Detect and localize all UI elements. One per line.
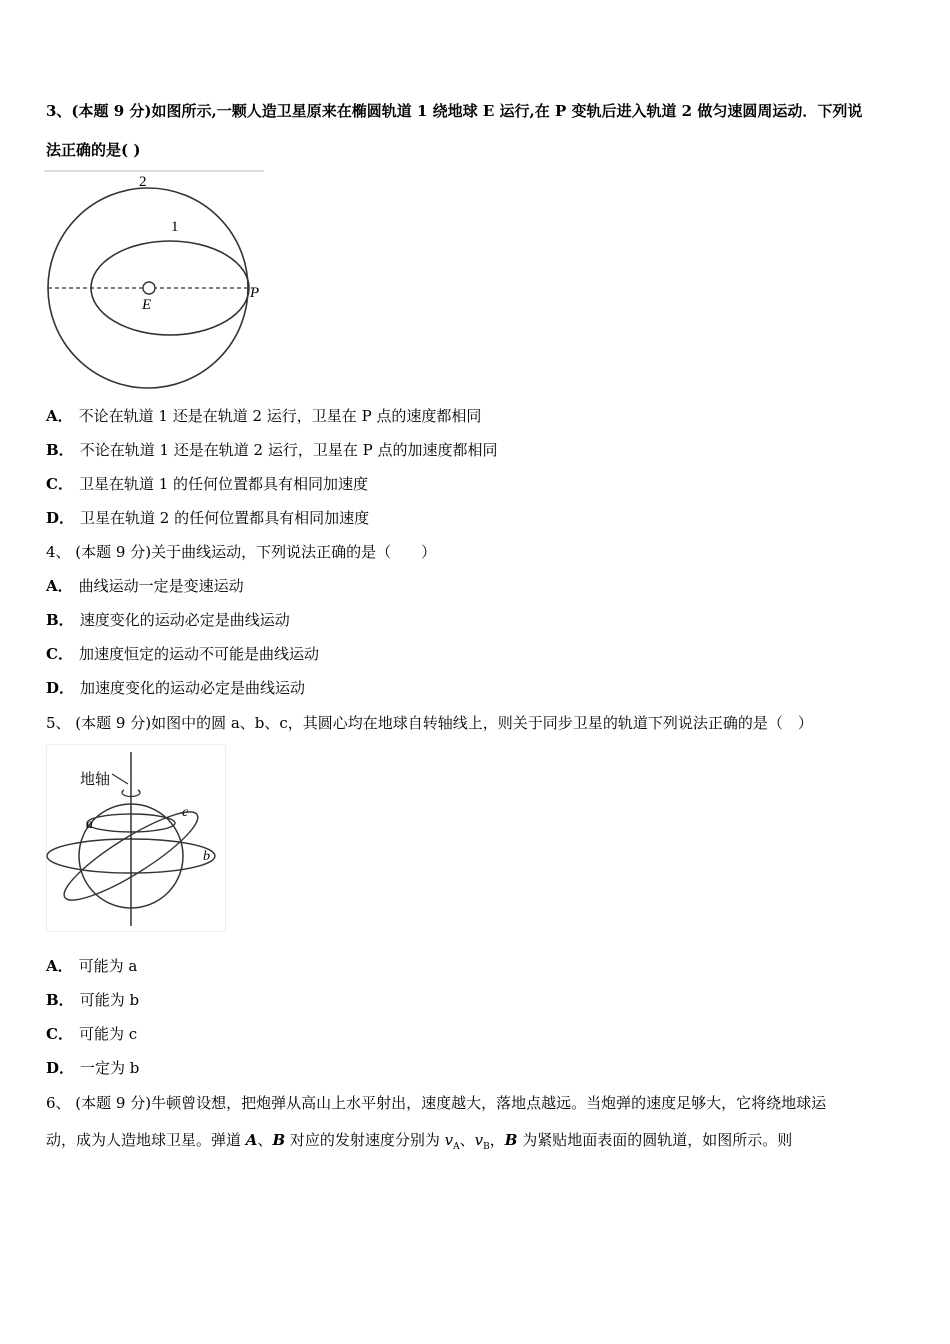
orbit-a-label: a — [86, 817, 93, 832]
q3-option-c[interactable]: C． 卫星在轨道 1 的任何位置都具有相同加速度 — [46, 475, 369, 493]
earth-circle — [143, 282, 155, 294]
q3-option-a[interactable]: A． 不论在轨道 1 还是在轨道 2 运行，卫星在 P 点的速度都相同 — [46, 407, 482, 425]
question-6-stem-line1: 6、 (本题 9 分)牛顿曾设想，把炮弹从高山上水平射出，速度越大，落地点越远。当炮弹的速度足够大，它将绕地球运 — [46, 1094, 827, 1112]
q4-option-d[interactable]: D． 加速度变化的运动必定是曲线运动 — [46, 679, 306, 697]
question-6-stem-line2: 动，成为人造地球卫星。弹道 A、B 对应的发射速度分别为 $v_A$、$v_B$，B 为紧贴地面表面的圆轨道，如图所示。则 — [46, 1131, 793, 1152]
question-3-stem-line2: 法正确的是( ) — [46, 141, 141, 159]
q3-option-b[interactable]: B． 不论在轨道 1 还是在轨道 2 运行，卫星在 P 点的加速度都相同 — [46, 441, 498, 459]
figure-frame — [47, 745, 226, 932]
q5-option-c[interactable]: C． 可能为 c — [46, 1025, 138, 1043]
orbit-diagram — [42, 170, 267, 392]
question-5-stem: 5、 (本题 9 分)如图中的圆 a、b、c，其圆心均在地球自转轴线上，则关于同步卫星的轨道下列说法正确的是（ ） — [46, 714, 813, 732]
q4-option-a[interactable]: A． 曲线运动一定是变速运动 — [46, 577, 244, 595]
earth-axis-orbits-diagram — [46, 744, 226, 932]
point-p-label: P — [250, 285, 260, 301]
question-4-stem: 4、 (本题 9 分)关于曲线运动，下列说法正确的是（ ） — [46, 543, 437, 561]
orbit-b-label: b — [203, 849, 210, 864]
q5-option-b[interactable]: B． 可能为 b — [46, 991, 140, 1009]
axis-label: 地轴 — [80, 770, 111, 788]
q4-option-c[interactable]: C． 加速度恒定的运动不可能是曲线运动 — [46, 645, 319, 663]
question-3-stem-line1: 3、(本题 9 分)如图所示,一颗人造卫星原来在椭圆轨道 1 绕地球 E 运行,在 P 变轨后进入轨道 2 做匀速圆周运动．下列说 — [46, 102, 863, 120]
q5-option-a[interactable]: A． 可能为 a — [46, 957, 138, 975]
axis-label-pointer — [112, 774, 128, 784]
orbit-1-label: 1 — [171, 219, 179, 235]
q4-option-b[interactable]: B． 速度变化的运动必定是曲线运动 — [46, 611, 290, 629]
earth-label: E — [142, 297, 152, 313]
orbit-c-label: c — [182, 805, 189, 820]
q3-option-d[interactable]: D． 卫星在轨道 2 的任何位置都具有相同加速度 — [46, 509, 370, 527]
q5-option-d[interactable]: D． 一定为 b — [46, 1059, 140, 1077]
orbit-2-label: 2 — [139, 174, 147, 190]
